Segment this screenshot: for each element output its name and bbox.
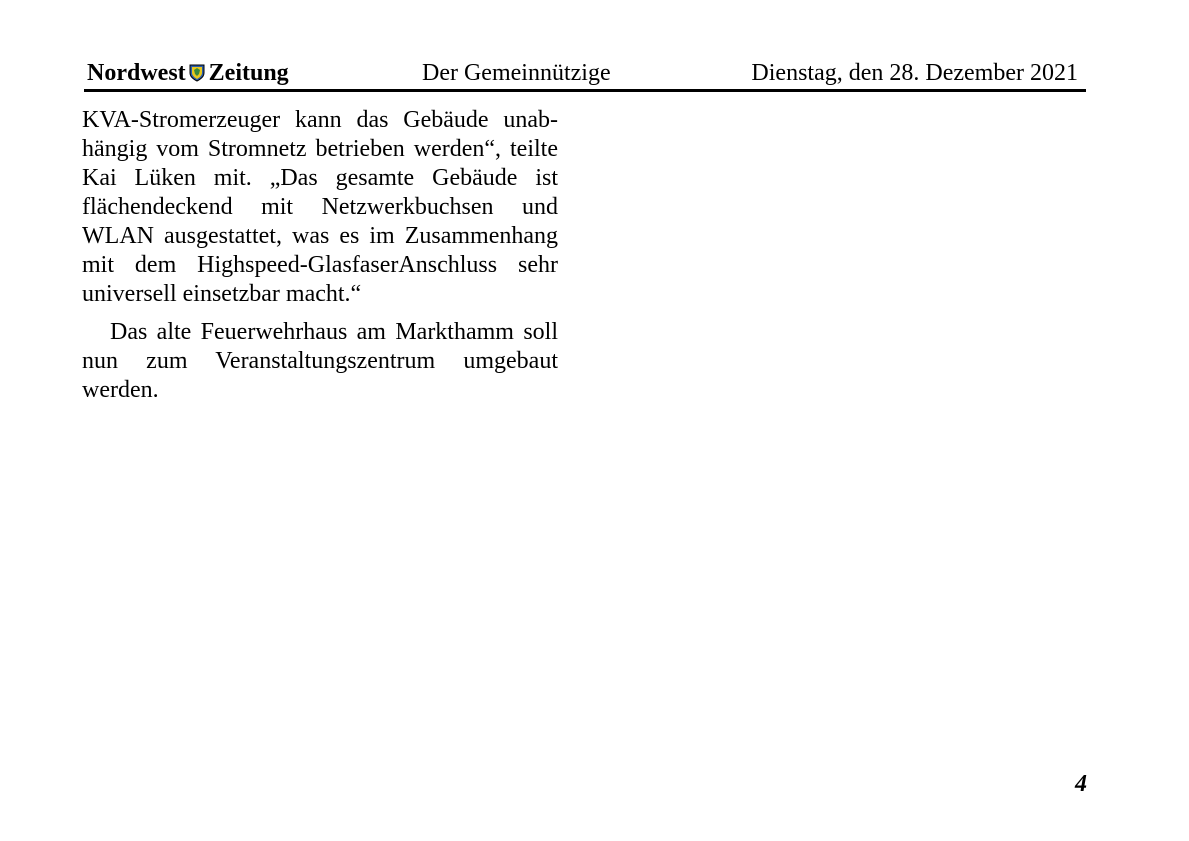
- article-column: [82, 106, 558, 405]
- issue-date: Dienstag, den 28. Dezember 2021: [751, 60, 1078, 86]
- article-paragraph: KVA-Stromerzeuger kann das Gebäude unabhängig vom Stromnetz betrieben werden“, teilte Kai Lüken mit. „Das gesamte Gebäude ist flächendeckend mit Netzwerkbuchsen und WLAN ausgestattet, was es im Zusammenhang mit dem Highspeed-GlasfaserAnschluss sehr universell einsetzbar macht.“: [82, 107, 558, 307]
- page-header: [84, 56, 1086, 92]
- page-number: 4: [1075, 771, 1087, 797]
- masthead-zeitung: Zeitung: [208, 60, 289, 86]
- crest-icon: [189, 64, 205, 82]
- masthead-nordwest: Nordwest: [87, 60, 186, 86]
- article-paragraph: Das alte Feuerwehrhaus am Markthamm soll nun zum Veranstaltungszentrum umgebaut werden.: [82, 319, 558, 403]
- masthead: [87, 59, 289, 87]
- section-title: Der Gemeinnützige: [422, 60, 611, 86]
